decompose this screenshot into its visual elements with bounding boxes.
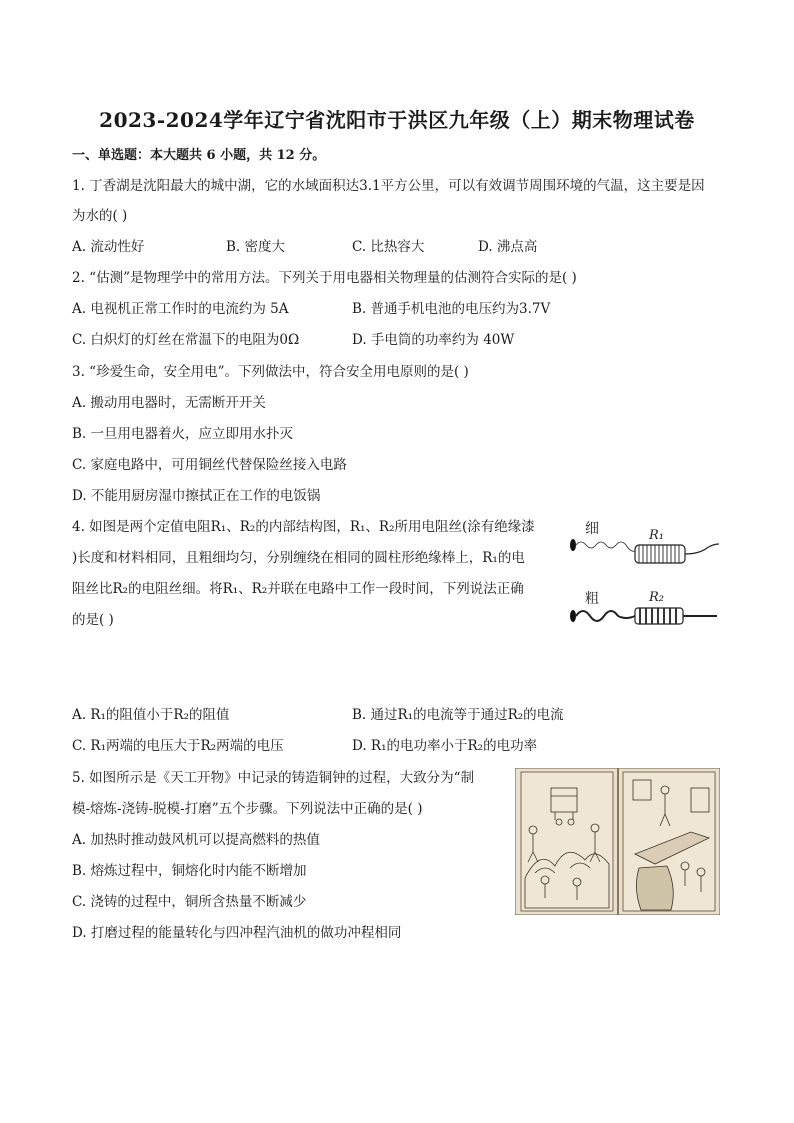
q4-stem-line3: 阻丝比R₂的电阻丝细。将R₁、R₂并联在电路中工作一段时间，下列说法正确 bbox=[72, 581, 524, 597]
r1-coil-icon bbox=[635, 545, 685, 563]
q5-stem-line2: 模-熔炼-浇铸-脱模-打磨”五个步骤。下列说法中正确的是( ) bbox=[72, 801, 423, 817]
thin-wire-end-icon bbox=[570, 539, 576, 551]
q3-stem-line1: 3. “珍爱生命，安全用电”。下列做法中，符合安全用电原则的是( ) bbox=[72, 364, 469, 380]
q1-option-d: D. 沸点高 bbox=[478, 239, 538, 255]
q2-option-b: B. 普通手机电池的电压约为3.7V bbox=[352, 301, 551, 317]
r1-label: R₁ bbox=[649, 528, 664, 543]
r2-label: R₂ bbox=[649, 590, 664, 605]
q4-option-d: D. R₁的电功率小于R₂的电功率 bbox=[352, 738, 538, 754]
thick-label: 粗 bbox=[585, 591, 599, 607]
q3-option-a: A. 搬动用电器时，无需断开开关 bbox=[72, 395, 266, 411]
q5-option-a: A. 加热时推动鼓风机可以提高燃料的热值 bbox=[72, 832, 320, 848]
q5-option-d: D. 打磨过程的能量转化与四冲程汽油机的做功冲程相同 bbox=[72, 925, 402, 941]
q1-stem-line2: 为水的( ) bbox=[72, 208, 128, 224]
q5-stem-line1: 5. 如图所示是《天工开物》中记录的铸造铜钟的过程，大致分为“制 bbox=[72, 770, 475, 786]
q3-option-b: B. 一旦用电器着火，应立即用水扑灭 bbox=[72, 426, 294, 442]
q2-option-a: A. 电视机正常工作时的电流约为 5A bbox=[72, 301, 289, 317]
q5-option-c: C. 浇铸的过程中，铜所含热量不断减少 bbox=[72, 894, 307, 910]
q1-option-c: C. 比热容大 bbox=[352, 239, 425, 255]
thick-wire-icon bbox=[576, 611, 618, 621]
q4-option-a: A. R₁的阻值小于R₂的阻值 bbox=[72, 707, 230, 723]
q4-stem-line4: 的是( ) bbox=[72, 612, 114, 628]
q4-option-c: C. R₁两端的电压大于R₂两端的电压 bbox=[72, 738, 284, 754]
q2-option-d: D. 手电筒的功率约为 40W bbox=[352, 332, 515, 348]
resistor-structure-figure bbox=[555, 515, 725, 635]
page-title: 2023-2024学年辽宁省沈阳市于洪区九年级（上）期末物理试卷 bbox=[99, 108, 695, 132]
q3-option-c: C. 家庭电路中，可用铜丝代替保险丝接入电路 bbox=[72, 457, 347, 473]
q4-stem-line1: 4. 如图是两个定值电阻R₁、R₂的内部结构图，R₁、R₂所用电阻丝(涂有绝缘漆 bbox=[72, 519, 535, 535]
q5-option-b: B. 熔炼过程中，铜熔化时内能不断增加 bbox=[72, 863, 307, 879]
section-heading: 一、单选题：本大题共 6 小题，共 12 分。 bbox=[72, 148, 326, 163]
q3-option-d: D. 不能用厨房湿巾擦拭正在工作的电饭锅 bbox=[72, 488, 321, 504]
q4-option-b: B. 通过R₁的电流等于通过R₂的电流 bbox=[352, 707, 564, 723]
thick-wire-end-icon bbox=[570, 610, 576, 622]
q1-stem-line1: 1. 丁香湖是沈阳最大的城中湖，它的水域面积达3.1平方公里，可以有效调节周围环境的气温，这主要是因 bbox=[72, 178, 705, 194]
thin-wire-icon bbox=[576, 542, 626, 548]
bell-mold-icon bbox=[636, 866, 673, 910]
q1-option-b: B. 密度大 bbox=[226, 239, 286, 255]
bell-casting-illustration bbox=[515, 768, 720, 915]
q2-stem-line1: 2. “估测”是物理学中的常用方法。下列关于用电器相关物理量的估测符合实际的是( ) bbox=[72, 270, 577, 286]
thin-label: 细 bbox=[585, 521, 599, 537]
q2-option-c: C. 白炽灯的灯丝在常温下的电阻为0Ω bbox=[72, 332, 300, 348]
q1-option-a: A. 流动性好 bbox=[72, 239, 145, 255]
q4-stem-line2: )长度和材料相同，且粗细均匀，分别缠绕在相同的圆柱形绝缘棒上，R₁的电 bbox=[72, 550, 525, 566]
